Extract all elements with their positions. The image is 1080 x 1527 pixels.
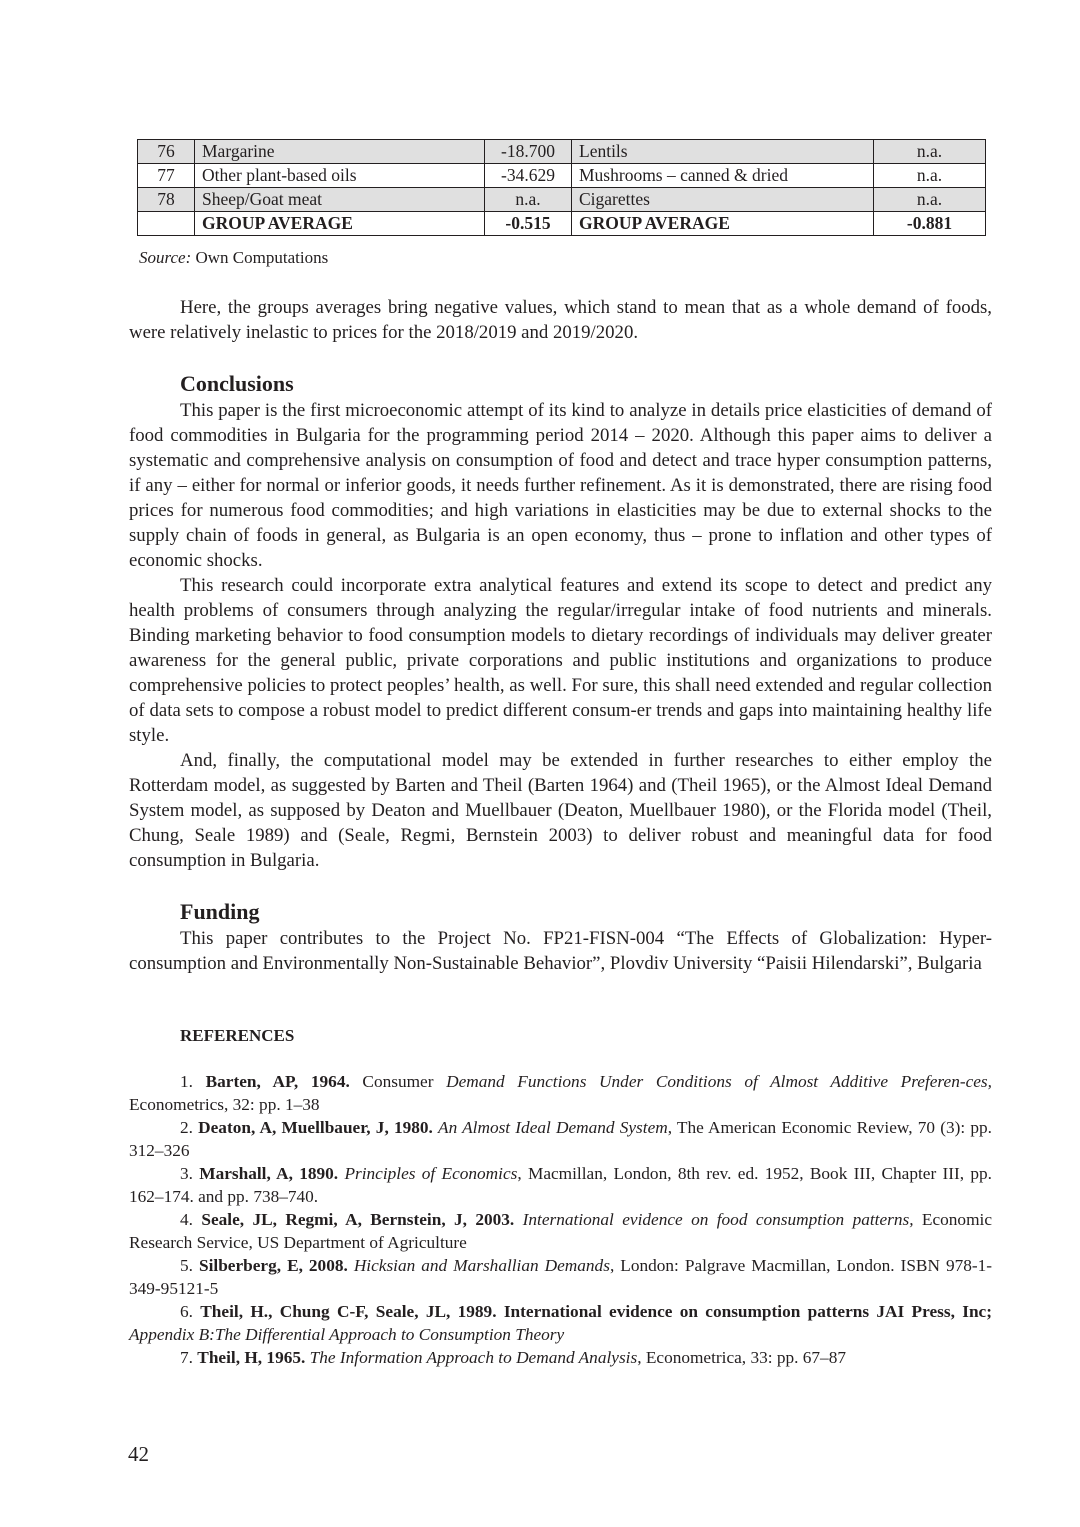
empty-cell xyxy=(138,212,195,236)
source-label: Source: xyxy=(139,248,192,267)
table-source xyxy=(139,248,328,268)
item-value: n.a. xyxy=(874,164,986,188)
reference-authors: Silberberg, E, 2008. xyxy=(198,1256,348,1275)
item-name: Other plant-based oils xyxy=(195,164,485,188)
group-average-row xyxy=(138,212,986,236)
source-text: Own Computations xyxy=(195,248,329,267)
item-name: Mushrooms – canned & dried xyxy=(572,164,874,188)
references-heading: REFERENCES xyxy=(180,1026,295,1045)
item-name: Sheep/Goat meat xyxy=(195,188,485,212)
item-name: Cigarettes xyxy=(572,188,874,212)
table-row xyxy=(138,188,986,212)
conclusions-paragraph: And, finally, the computational model may be extended in further researches to either employ the Rotterdam model, as suggested by Barten and Theil (Barten 1964) and (Theil 1965), or the Almost Ideal Demand System model, as supposed by Deaton and Muellbauer (Deaton, Muellbauer 1980), or the Florida model (Theil, Chung, Seale 1989) and (Seale, Regmi, Bernstein 2003) to deliver robust and meaningful data for food consumption in Bulgaria. xyxy=(129,750,992,871)
reference-authors: Seale, JL, Regmi, A, Bernstein, J, 2003. xyxy=(201,1210,515,1229)
table-row xyxy=(138,164,986,188)
conclusions-paragraph: This research could incorporate extra analytical features and extend its scope to detect and predict any health problems of consumers through analyzing the regular/irregular intake of food nutrients and minerals. Binding marketing behavior to food consumption models to dietary recordings of individuals may deliver greater awareness for the general public, private corporations and public institutions and organizations to produce comprehensive policies to protect peoples’ health, as well. For sure, this shall need extended and regular collection of data sets to compose a robust model to predict different consum-er trends and gaps into maintaining healthy life style. xyxy=(129,575,992,746)
references-list xyxy=(129,1070,992,1369)
reference-title: International evidence on food consumption patterns, xyxy=(522,1210,914,1229)
reference-item: 5. Silberberg, E, 2008. Hicksian and Marshallian Demands, London: Palgrave Macmillan, London. ISBN 978-1-349-95121-5 xyxy=(129,1256,993,1298)
reference-authors: Theil, H., Chung C-F, Seale, JL, 1989. International evidence on consumption patterns JAI Press, Inc; xyxy=(200,1302,992,1321)
item-value: -18.700 xyxy=(485,140,572,164)
reference-title: Demand Functions Under Conditions of Almost Additive Preferen-ces, xyxy=(446,1072,992,1091)
reference-title: Appendix B:The Differential Approach to Consumption Theory xyxy=(129,1325,565,1344)
conclusions-heading: Conclusions xyxy=(180,371,294,396)
row-number: 76 xyxy=(138,140,195,164)
reference-title: The Information Approach to Demand Analysis xyxy=(309,1348,638,1367)
elasticity-table xyxy=(137,139,986,236)
row-number: 77 xyxy=(138,164,195,188)
reference-item: 3. Marshall, A, 1890. Principles of Economics, Macmillan, London, 8th rev. ed. 1952, Book III, Chapter III, pp. 162–174. and pp. 738–740. xyxy=(129,1164,993,1206)
item-value: -34.629 xyxy=(485,164,572,188)
intro-paragraph: Here, the groups averages bring negative values, which stand to mean that as a whole demand of foods, were relatively inelastic to prices for the 2018/2019 and 2019/2020. xyxy=(129,297,992,343)
item-name: Lentils xyxy=(572,140,874,164)
table-row xyxy=(138,140,986,164)
group-average-value: -0.881 xyxy=(874,212,986,236)
reference-title: Principles of Economics xyxy=(344,1164,518,1183)
reference-item: 1. Barten, AP, 1964. Consumer Demand Functions Under Conditions of Almost Additive Preferen-ces, Econometrics, 32: pp. 1–38 xyxy=(129,1072,992,1114)
reference-authors: Barten, AP, 1964. xyxy=(205,1072,350,1091)
item-value: n.a. xyxy=(485,188,572,212)
reference-authors: Deaton, A, Muellbauer, J, 1980. xyxy=(198,1118,433,1137)
funding-heading: Funding xyxy=(180,899,260,924)
reference-authors: Marshall, A, 1890. xyxy=(199,1164,339,1183)
reference-title: An Almost Ideal Demand System xyxy=(438,1118,668,1137)
row-number: 78 xyxy=(138,188,195,212)
reference-item: 4. Seale, JL, Regmi, A, Bernstein, J, 2003. International evidence on food consumption patterns, Economic Research Service, US Department of Agriculture xyxy=(129,1210,992,1252)
reference-authors: Theil, H, 1965. xyxy=(197,1348,306,1367)
page-number: 42 xyxy=(128,1442,149,1466)
item-value: n.a. xyxy=(874,188,986,212)
item-value: n.a. xyxy=(874,140,986,164)
group-average-label: GROUP AVERAGE xyxy=(195,212,485,236)
reference-item: 2. Deaton, A, Muellbauer, J, 1980. An Almost Ideal Demand System, The American Economic Review, 70 (3): pp. 312–326 xyxy=(129,1118,992,1160)
item-name: Margarine xyxy=(195,140,485,164)
reference-item: 7. Theil, H, 1965. The Information Approach to Demand Analysis, Econometrica, 33: pp. 67–87 xyxy=(180,1348,846,1367)
group-average-value: -0.515 xyxy=(485,212,572,236)
group-average-label: GROUP AVERAGE xyxy=(572,212,874,236)
reference-item: 6. Theil, H., Chung C-F, Seale, JL, 1989. International evidence on consumption patterns JAI Press, Inc; Appendix B:The Differential Approach to Consumption Theory xyxy=(129,1302,992,1344)
funding-paragraph: This paper contributes to the Project No. FP21-FISN-004 “The Effects of Globalization: Hyper-consumption and Environmentally Non-Sustainable Behavior”, Plovdiv University “Paisii Hilendarski”, Bulgaria xyxy=(129,928,992,974)
reference-title: Hicksian and Marshallian Demands xyxy=(353,1256,610,1275)
conclusions-paragraph: This paper is the first microeconomic attempt of its kind to analyze in details price elasticities of demand of food commodities in Bulgaria for the programming period 2014 – 2020. Although this paper aims to deliver a systematic and comprehensive analysis on consumption of food and detect and trace hyper consumption patterns, if any – either for normal or inferior goods, it needs further refinement. As it is demonstrated, there are rising food prices for numerous food commodities; and high variations in elasticities may be due to external shocks to the supply chain of foods in general, as Bulgaria is an open economy, thus – prone to inflation and other types of economic shocks. xyxy=(129,400,992,571)
